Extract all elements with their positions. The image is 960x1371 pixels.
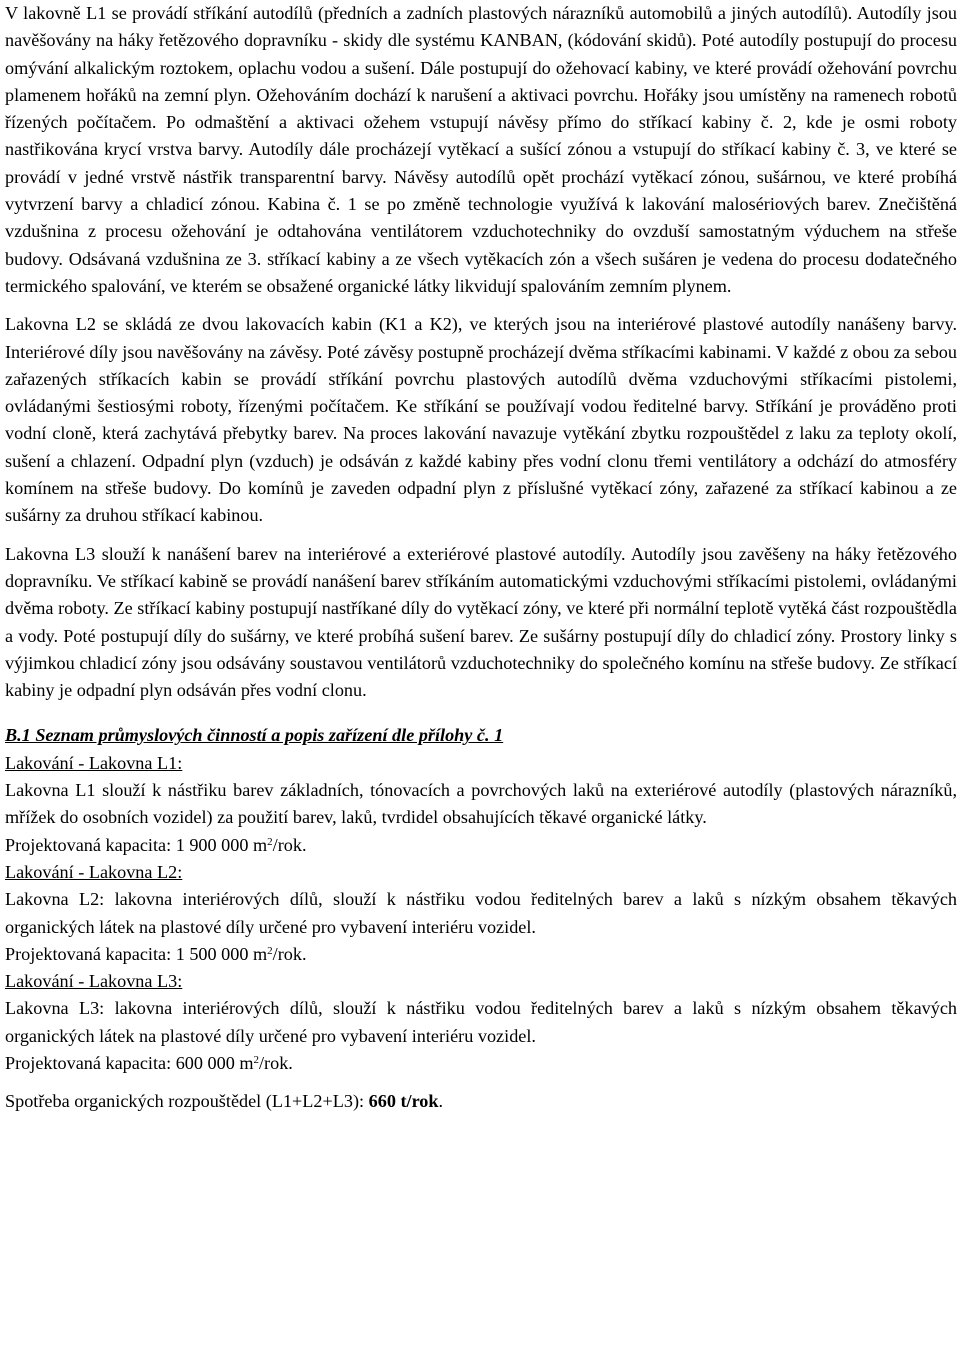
solvent-consumption-value: 660 t/rok: [368, 1091, 439, 1112]
l2-capacity-unit: /rok.: [272, 943, 307, 964]
l1-description: Lakovna L1 slouží k nástřiku barev základních, tónovacích a povrchových laků na exteriérové autodíly (plastových nárazníků, mřížek do osobních vozidel) za použití barev, laků, tvrdidel obsahujících těkavé organické látky.: [5, 780, 957, 828]
paragraph-lakovna-l1-process: V lakovně L1 se provádí stříkání autodílů (předních a zadních plastových nárazníků automobilů a jiných autodílů). Autodíly jsou navěšovány na háky řetězového dopravníku - skidy dle systému KANBAN, (kódování skidů). Poté autodíly postupují do procesu omývání alkalickým roztokem, oplachu vodou a sušení. Dále postupují do ožehovací kabiny, ve které provádí ožehování povrchu plamenem hořáků na zemní plyn. Ožehováním dochází k narušení a aktivaci povrchu. Hořáky jsou umístěny na ramenech robotů řízených počítačem. Po odmaštění a aktivaci ožehem vstupují návěsy přímo do stříkací kabiny č. 2, kde je osmi roboty nastřikována krycí vrstva barvy. Autodíly dále procházejí vytěkací a sušící zónou a vstupují do stříkací kabiny č. 3, ve které se provádí v jedné vrstvě nástřik transparentní barvy. Návěsy autodílů opět prochází vytěkací zónou, sušárnou, ve které probíhá vytvrzení barvy a chladicí zónou. Kabina č. 1 se po změně technologie využívá k lakování malosériových barev. Znečištěná vzdušnina z procesu ožehování je odtahována ventilátorem vzduchotechniky do ovzduší samostatným výduchem na střeše budovy. Odsávaná vzdušnina ze 3. stříkací kabiny a ze všech vytěkacích zón a všech sušáren je vedena do procesu dodatečného termického spalování, ve kterém se obsažené organické látky likvidují spalováním zemním plynem.: [5, 3, 957, 296]
l2-capacity: [5, 941, 957, 968]
l1-capacity-label: Projektovaná kapacita: 1 900 000 m: [5, 834, 268, 855]
paragraph-spacer: [5, 530, 957, 541]
l3-capacity: [5, 1050, 957, 1077]
l3-capacity-label: Projektovaná kapacita: 600 000 m: [5, 1052, 254, 1073]
paragraph-lakovna-l3-process: Lakovna L3 slouží k nanášení barev na interiérové a exteriérové plastové autodíly. Autodíly jsou zavěšeny na háky řetězového dopravníku. Ve stříkací kabině se provádí nanášení barev stříkáním automatickými vzduchovými stříkacími pistolemi, ovládanými dvěma roboty. Ze stříkací kabiny postupují nastříkané díly do vytěkací zóny, ve které při normální teplotě vytěká část rozpouštědla a vody. Poté postupují díly do sušárny, ve které probíhá sušení barev. Ze sušárny postupují díly do chladicí zóny. Prostory linky s výjimkou chladicí zóny jsou odsávány soustavou ventilátorů vzduchotechniky do společného komínu na střeše budovy. Ze stříkací kabiny je odpadní plyn odsáván přes vodní clonu.: [5, 543, 957, 701]
paragraph-spacer: [5, 300, 957, 311]
l2-capacity-label: Projektovaná kapacita: 1 500 000 m: [5, 943, 268, 964]
section-spacer: [5, 704, 957, 722]
l3-capacity-unit: /rok.: [259, 1052, 293, 1073]
solvent-consumption-label: Spotřeba organických rozpouštědel (L1+L2+L3):: [5, 1091, 369, 1112]
l1-heading: Lakování - Lakovna L1:: [5, 752, 183, 773]
l3-capacity-exponent: 2: [253, 1053, 259, 1066]
section-heading: B.1 Seznam průmyslových činností a popis zařízení dle přílohy č. 1: [5, 725, 504, 746]
l2-capacity-exponent: 2: [267, 944, 273, 957]
paragraph-lakovna-l2-process: Lakovna L2 se skládá ze dvou lakovacích kabin (K1 a K2), ve kterých jsou na interiérové plastové autodíly nanášeny barvy. Interiérové díly jsou navěšovány na závěsy. Poté závěsy postupně procházejí dvěma stříkacími kabinami. V každé z obou za sebou zařazených stříkacích kabin se provádí stříkání povrchu plastových autodílů dvěma vzduchovými stříkacími pistolemi, ovládanými šestiosými roboty, řízenými počítačem. Ke stříkání se používají vodou ředitelné barvy. Stříkání je prováděno proti vodní cloně, která zachytává přebytky barev. Na proces lakování navazuje vytěkání zbytku rozpouštědel z laku za teploty okolí, sušení a chlazení. Odpadní plyn (vzduch) je odsáván z každé kabiny přes vodní clonu třemi ventilátory a odchází do atmosféry komínem na střeše budovy. Do komínů je zaveden odpadní plyn z příslušné vytěkací zóny, zařazené za stříkací kabinou a ze sušárny za druhou stříkací kabinou.: [5, 314, 957, 526]
solvent-consumption-end: .: [438, 1091, 444, 1112]
l1-capacity-unit: /rok.: [272, 834, 307, 855]
solvent-consumption: [5, 1088, 957, 1115]
l3-heading: Lakování - Lakovna L3:: [5, 971, 183, 992]
l1-capacity-exponent: 2: [267, 835, 273, 848]
l2-heading: Lakování - Lakovna L2:: [5, 861, 183, 882]
l3-description: Lakovna L3: lakovna interiérových dílů, slouží k nástřiku vodou ředitelných barev a laků s nízkým obsahem těkavých organických látek na plastové díly určené pro vybavení interiéru vozidel.: [5, 998, 957, 1046]
l2-description: Lakovna L2: lakovna interiérových dílů, slouží k nástřiku vodou ředitelných barev a laků s nízkým obsahem těkavých organických látek na plastové díly určené pro vybavení interiéru vozidel.: [5, 889, 957, 937]
section-spacer: [5, 1077, 957, 1088]
l1-capacity: [5, 832, 957, 859]
